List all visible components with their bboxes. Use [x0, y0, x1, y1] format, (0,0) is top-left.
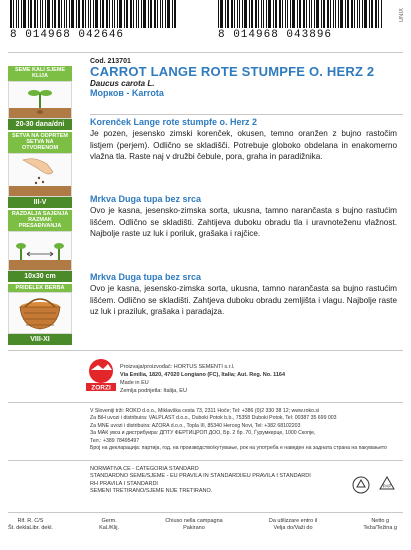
barcode-bar	[78, 0, 80, 28]
sowing-hand-icon	[8, 153, 72, 197]
barcode-bar	[261, 0, 262, 28]
barcode-bar	[174, 0, 176, 28]
barcode-bar	[249, 0, 250, 28]
barcode-bar	[154, 0, 156, 28]
barcode-bar	[279, 0, 281, 28]
producer-block	[120, 363, 397, 395]
sowing-value: 20-30 dana/dni	[8, 119, 72, 130]
barcode-bar	[112, 0, 113, 28]
barcode-bar	[314, 0, 315, 28]
barcode-bar	[30, 0, 32, 28]
footer-value: Teža/Težina g	[363, 525, 397, 531]
norm-line: RH PRAVILA I STANDARDI	[90, 480, 158, 487]
footer-field	[269, 518, 317, 532]
barcode-bar	[338, 0, 339, 28]
barcode-bar	[130, 0, 132, 28]
barcode-bar	[23, 0, 26, 28]
description-slovenian	[90, 117, 397, 163]
barcode-bar	[290, 0, 291, 28]
producer-origin: Made in EU	[120, 380, 149, 386]
norm-line: SEMENI TRETIRANO/SJEME NIJE TRETIRANO.	[90, 488, 213, 495]
latin-name: Daucus carota L.	[90, 79, 155, 89]
barcode-bar	[266, 0, 267, 28]
barcode-bar	[76, 0, 77, 28]
barcode-bars	[10, 0, 180, 28]
barcode-bar	[255, 0, 257, 28]
barcode-bar	[297, 0, 298, 28]
barcode-bar	[354, 0, 355, 28]
barcode-bar	[362, 0, 363, 28]
spacing-label: RAZDALJA SAJENJA RAZMAK PRESAĐIVANJA	[8, 210, 72, 231]
product-header	[90, 58, 397, 98]
barcode-bar	[21, 0, 22, 28]
barcode-bars	[218, 0, 388, 28]
barcode-bar	[141, 0, 142, 28]
barcode-bar	[311, 0, 312, 28]
barcode-bar	[292, 0, 295, 28]
cyrillic-name: Морков - Karrota	[90, 88, 164, 99]
footer-field	[363, 518, 397, 532]
footer-label: Netto g	[371, 518, 390, 524]
barcode-bar	[34, 0, 36, 28]
info-line: V Sloveniji trži: ROKO d.o.o., Miklavška cesta 73, 2311 Hoče; Tel: +386 (0)2 330 38 12; www.roko.si	[90, 408, 320, 414]
barcode-bar	[225, 0, 226, 28]
footer-value: Velja do/Važi do	[273, 525, 313, 531]
barcode-bar	[340, 0, 343, 28]
harvest-value: VIII-XI	[8, 334, 72, 345]
barcode-bar	[150, 0, 152, 28]
top-divider	[8, 52, 403, 53]
barcode-bar	[220, 0, 223, 28]
barcode-bar	[106, 0, 108, 28]
info-line: Za MNE uvozi i distribuira: AZORA d.o.o., Topla III, 85340 Herceg Novi, Tel: +382 68102203	[90, 422, 301, 429]
description-text: Je pozen, jesensko zimski korenček, okusen, temno oranžen z bujno rastočim listjem (perjem). Odlično se skladišči. Potrebuje globoko obdelana in enakomerno vlažna tla. Raste naj v družbi čebule, pora, graha in paradižnika.	[90, 129, 397, 162]
barcode-bar	[309, 0, 310, 28]
sowing-block	[8, 66, 72, 130]
basket-icon	[8, 292, 72, 334]
footer-label: Da utilizzare entro il	[268, 518, 318, 524]
footer-field	[99, 518, 119, 532]
footer-value: Kal./Klij.	[99, 525, 120, 531]
barcode-bar	[71, 0, 74, 28]
barcode-bar	[335, 0, 336, 28]
barcode-bar	[282, 0, 283, 28]
description-serbian	[90, 272, 397, 318]
barcode-bar	[162, 0, 163, 28]
barcode-bar	[239, 0, 240, 28]
barcode-bar	[303, 0, 305, 28]
barcode-bar	[242, 0, 243, 28]
sow-label: SETVA NA ODPRTEM SETVA NA OTVORENOM	[8, 132, 72, 153]
barcode-bar	[117, 0, 118, 28]
spacing-value: 10x30 cm	[8, 271, 72, 282]
barcode-bar	[85, 0, 86, 28]
barcode-bar	[95, 0, 98, 28]
barcode-bar	[327, 0, 329, 28]
barcode-bar	[58, 0, 60, 28]
footer-fields	[8, 518, 397, 532]
zorzi-logo-icon	[86, 358, 116, 392]
footer-divider	[8, 512, 403, 513]
barcode-bar	[93, 0, 94, 28]
barcode-bar	[52, 0, 53, 28]
barcode-bar	[316, 0, 319, 28]
barcode-bar	[351, 0, 353, 28]
certification-icons	[352, 476, 396, 494]
barcode-left	[10, 0, 180, 42]
barcode-bar	[234, 0, 235, 28]
barcode-bar	[114, 0, 115, 28]
barcode-bar	[244, 0, 247, 28]
barcode-bar	[16, 0, 17, 28]
barcode-bar	[347, 0, 349, 28]
sowing-label: SEME KALI SJEME KLIJA	[8, 66, 72, 81]
sow-block	[8, 132, 72, 208]
barcode-bar	[237, 0, 238, 28]
footer-field	[165, 518, 222, 532]
barcode-bar	[88, 0, 89, 28]
harvest-block	[8, 284, 72, 345]
barcode-bar	[138, 0, 139, 28]
barcode-bar	[306, 0, 307, 28]
spacing-block	[8, 210, 72, 282]
barcode-bar	[172, 0, 173, 28]
barcode-bar	[345, 0, 346, 28]
description-heading: Korenček Lange rote stumpfe o. Herz 2	[90, 117, 258, 127]
barcode-bar	[378, 0, 379, 28]
footer-label: Rif. R. C/S	[17, 518, 44, 524]
barcode-bar	[369, 0, 370, 28]
sow-value: III-V	[8, 197, 72, 208]
barcode-bar	[167, 0, 170, 28]
info-divider	[8, 402, 403, 403]
normative-block	[90, 466, 331, 496]
norm-divider	[8, 460, 403, 461]
producer-address: Via Emilia, 1820, 47020 Longiano (FC), Italia; Aut. Reg. No. 1164	[120, 372, 286, 378]
barcode-bar	[69, 0, 70, 28]
barcode-bar	[37, 0, 38, 28]
barcode-bar	[119, 0, 122, 28]
barcode-bar	[299, 0, 301, 28]
footer-label: Chiuso nella campagna	[165, 518, 223, 524]
barcode-bar	[40, 0, 41, 28]
barcode-bar	[157, 0, 158, 28]
barcode-bar	[64, 0, 65, 28]
barcode-bar	[381, 0, 382, 28]
barcode-bar	[165, 0, 166, 28]
barcode-bar	[124, 0, 125, 28]
mid-divider	[8, 350, 403, 351]
barcode-bar	[273, 0, 274, 28]
paper-recycle-icon	[378, 476, 396, 494]
barcode-bar	[148, 0, 149, 28]
barcode-number: 8 014968 042646	[10, 29, 125, 41]
barcode-bar	[13, 0, 14, 28]
barcode-bar	[100, 0, 101, 28]
barcode-bar	[143, 0, 146, 28]
barcode-bar	[160, 0, 161, 28]
barcode-bar	[109, 0, 110, 28]
barcode-bar	[61, 0, 62, 28]
barcode-right	[218, 0, 388, 42]
barcode-bar	[263, 0, 264, 28]
barcode-bar	[321, 0, 322, 28]
info-line: Тел.: +389 78495497	[90, 437, 140, 444]
spacing-plants-icon	[8, 231, 72, 271]
barcode-bar	[136, 0, 137, 28]
barcode-bar	[359, 0, 360, 28]
barcode-bar	[375, 0, 377, 28]
footer-field	[8, 518, 53, 532]
barcode-bar	[330, 0, 331, 28]
barcode-bar	[47, 0, 50, 28]
barcode-bar	[357, 0, 358, 28]
barcode-bar	[268, 0, 271, 28]
norm-line: STANDARDNO SEME/SJEME - EU PRAVILA IN STANDARDI/EU PRAVILA I STANDARDI	[90, 473, 311, 480]
description-text: Ovo je kasna, jesensko-zimska sorta, ukusna, tamno narančasta s bujno rastućim lišćem. Odlično se skladišti. Zahtijeva duboku obradu tla i uravnoteženu vlažnost. Najbolje raste uz luk i poriluk, grašaka i rajčice.	[90, 206, 397, 239]
product-code: Cod. 213701	[90, 58, 131, 65]
recycle-icon	[352, 476, 370, 494]
barcode-bar	[45, 0, 46, 28]
barcode-bar	[227, 0, 229, 28]
harvest-label: PRIDELEK BERBA	[8, 284, 72, 292]
barcode-bar	[42, 0, 43, 28]
norm-line: NORMATIVA CE - CATEGORIA STANDARD	[90, 466, 199, 472]
product-title: CARROT LANGE ROTE STUMPFE O. HERZ 2	[90, 64, 375, 79]
header-divider	[90, 114, 403, 115]
producer-country: Zemlja podrijetla: Italija, EU	[120, 388, 187, 394]
info-line: Број на декларација: партија, год. на производство/кутување, рок на употреба е наведен на задната страна на пакувањето	[90, 445, 387, 452]
producer-line: Proizvaja/proizvođač: HORTUS SEMENTI s.r.l.	[120, 364, 235, 370]
footer-value: Št. deklaLibr. dekl.	[8, 525, 53, 531]
barcode-bar	[28, 0, 29, 28]
barcode-bar	[90, 0, 91, 28]
footer-label: Germ.	[101, 518, 117, 524]
barcode-bar	[102, 0, 104, 28]
barcode-number: 8 014968 043896	[218, 29, 333, 41]
footer-value: Pakirano	[183, 525, 205, 531]
svg-text:PAP: PAP	[382, 483, 392, 489]
barcode-bar	[133, 0, 134, 28]
barcode-bar	[287, 0, 288, 28]
sprout-icon	[8, 81, 72, 119]
barcode-bar	[251, 0, 253, 28]
barcode-bar	[18, 0, 19, 28]
barcode-bar	[54, 0, 56, 28]
barcode-bar	[10, 0, 12, 28]
barcode-bar	[364, 0, 367, 28]
barcode-bar	[371, 0, 373, 28]
brand-name: ZORZI	[91, 384, 111, 392]
barcode-bar	[126, 0, 128, 28]
barcode-bar	[275, 0, 277, 28]
side-code: UNIX	[399, 8, 405, 23]
barcode-bar	[82, 0, 84, 28]
barcode-bar	[66, 0, 67, 28]
barcode-bar	[218, 0, 219, 28]
description-text: Ovo je kasna, jesensko-zimska sorta, ukusna, tamno narančasta sa bujno rastućim lišćem. Odlično se skladišti. Zahtjeva duboku obradu zemljišta i vlagu. Najbolje raste uz luk i praziluk, grašaka i paradajza.	[90, 284, 397, 317]
barcode-bar	[333, 0, 334, 28]
distributor-info	[90, 408, 397, 452]
info-line: За МАК увоз и дистрибуира: ДПТУ ФЕРТИЦРОП ДОО, Бр. 2 бр. 70, Ѓурумкерце, 1000 Скопје,	[90, 430, 316, 437]
cultivation-rail	[8, 66, 72, 347]
description-heading: Mrkva Duga tupa bez srca	[90, 272, 202, 282]
barcode-bar	[258, 0, 259, 28]
info-line: Za BiH uvozi i distribuira: VALPLAST d.o.o., Duboki Potok b.b., 75358 Duboki Potok, Tel: 00387 35 699 003	[90, 415, 337, 422]
barcode-bar	[231, 0, 233, 28]
description-heading: Mrkva Duga tupa bez srca	[90, 194, 202, 204]
description-croatian	[90, 194, 397, 240]
barcode-bar	[323, 0, 325, 28]
barcode-bar	[285, 0, 286, 28]
